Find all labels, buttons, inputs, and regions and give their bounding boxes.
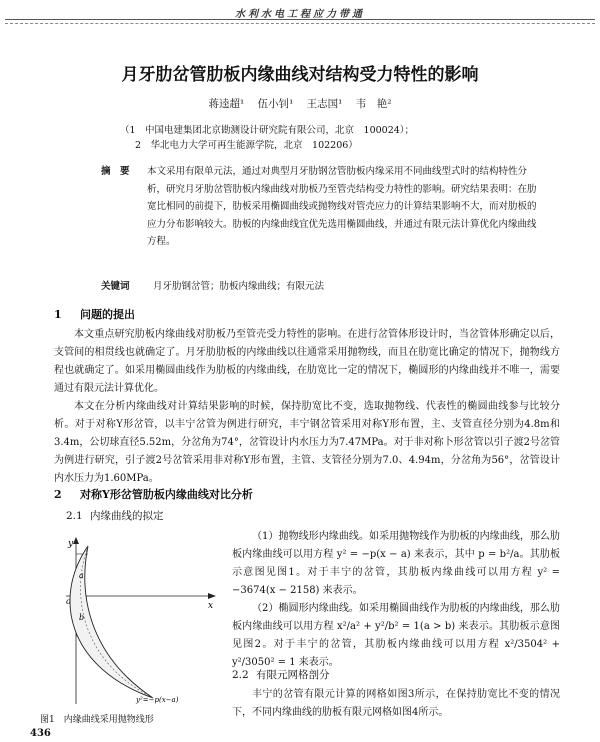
affiliation: （1 中国电建集团北京勘测设计研究院有限公司，北京 100024）； xyxy=(120,125,415,136)
paragraph: 本文在分析内缘曲线对计算结果影响的时候，保持肋宽比不变，选取抛物线、代表性的椭圆曲线参与比较分析。对于对称Y形岔管，以丰宁岔管为例进行研究，丰宁钢岔管采用对称Y形布置，主、支管直径分别为4.8m和3.4m，公切球直径5.52m，分岔角为74°，岔管设计内水压力为7.47MPa。对于非对称卜形岔管以引子渡2号岔管为例进行研究，引子渡2号岔管采用非对称Y形布置，主管、支管径分别为7.0、4.94m，分岔角为56°，岔管设计内水压力为1.60MPa。 xyxy=(54,401,560,484)
subsection-title: 内缘曲线的拟定 xyxy=(90,510,164,522)
section-heading xyxy=(54,486,253,502)
paragraph: 本文重点研究肋板内缘曲线对肋板乃至管壳受力特性的影响。在进行岔管体形设计时，当岔管体形确定以后，支管间的相贯线也就确定了。月牙肋肋板的内缘曲线以往通常采用抛物线，而且在肋宽比确定的情况下，抛物线方程也就确定了。如采用椭圆曲线作为肋板的内缘曲线，在肋宽比一定的情况下，椭圆形的内缘曲线并不唯一，需要通过有限元法计算优化。 xyxy=(54,329,560,394)
author: 蒋逵超¹ xyxy=(208,98,245,110)
author: 伍小钊¹ xyxy=(257,98,294,110)
dim-label-a: a xyxy=(79,571,84,580)
keywords-text: 月牙肋钢岔管；肋板内缘曲线；有限元法 xyxy=(153,281,325,292)
axis-y-label: y xyxy=(68,539,74,549)
subsection-number: 2.2 xyxy=(232,669,249,681)
paragraph: （2）椭圆形内缘曲线。如采用椭圆曲线作为肋板的内缘曲线，那么肋板内缘曲线可以用方程 x²/a² + y²/b² = 1(a > b) 来表示。其肋板示意图见图2。对于丰宁的岔管，其肋板内缘曲线可以用方程 x²/3504² + y²/3050² = 1 来表示。 xyxy=(232,603,560,668)
origin-label: o xyxy=(66,597,71,606)
journal-header: 水利水电工程应力带通 xyxy=(235,9,365,20)
rib-plate-shape xyxy=(70,546,153,698)
abstract xyxy=(101,163,545,251)
author: 韦 艳² xyxy=(355,98,392,110)
keywords xyxy=(101,278,545,292)
x-axis-arrow xyxy=(208,593,216,599)
section-number: 1 xyxy=(54,308,62,321)
affiliation: 2 华北电力大学可再生能源学院，北京 102206） xyxy=(135,140,358,151)
section-body xyxy=(54,326,560,488)
figure-1 xyxy=(48,536,218,708)
abstract-label: 摘 要 xyxy=(101,166,130,177)
paragraph: （1）抛物线形内缘曲线。如采用抛物线作为肋板的内缘曲线，那么肋板内缘曲线可以用方程 y² = −p(x − a) 来表示，其中 p = b²/a。其肋板示意图见图1。对于丰宁的岔管，其肋板内缘曲线可以用方程 y² = −3674(x − 2158) 来表示。 xyxy=(232,531,560,596)
subsection-body xyxy=(232,528,560,672)
subsection-body xyxy=(232,686,560,722)
figure-caption: 图1 内缘曲线采用抛物线形 xyxy=(40,715,154,725)
dim-label-b: b xyxy=(79,613,85,622)
section-title: 问题的提出 xyxy=(80,308,135,321)
subsection-heading xyxy=(66,508,164,523)
curve-equation-label: y²=−p(x−a) xyxy=(136,696,179,704)
subsection-number: 2.1 xyxy=(66,510,83,522)
keywords-label: 关键词 xyxy=(101,281,130,292)
paragraph: 丰宁的岔管有限元计算的网格如图3所示，在保持肋宽比不变的情况下，不同内缘曲线的肋板有限元网格如图4所示。 xyxy=(232,689,560,718)
paper-title: 月牙肋岔管肋板内缘曲线对结构受力特性的影响 xyxy=(121,65,479,85)
section-number: 2 xyxy=(54,488,62,501)
axis-x-label: x xyxy=(208,601,214,611)
header-rule-dashed xyxy=(5,23,595,24)
abstract-text: 本文采用有限单元法，通过对典型月牙肋钢岔管肋板内缘采用不同曲线型式时的结构特性分析，研究月牙肋岔管肋板内缘曲线对肋板乃至管壳结构受力特性的影响。研究结果表明：在肋宽比相同的前提下，肋板采用椭圆曲线或抛物线对管壳应力的计算结果影响不大，而对肋板的应力分布影响较大。肋板的内缘曲线宜优先选用椭圆曲线，并通过有限元法计算优化内缘曲线方程。 xyxy=(147,166,537,247)
author-list xyxy=(0,96,600,111)
subsection-title: 有限元网格剖分 xyxy=(256,669,330,681)
section-title: 对称Y形岔管肋板内缘曲线对比分析 xyxy=(80,488,253,501)
y-axis-arrow xyxy=(73,537,79,544)
section-heading xyxy=(54,306,135,322)
author: 王志国¹ xyxy=(306,98,343,110)
page-number: 436 xyxy=(30,728,51,739)
subsection-heading xyxy=(232,667,330,682)
header-rule xyxy=(5,19,595,20)
